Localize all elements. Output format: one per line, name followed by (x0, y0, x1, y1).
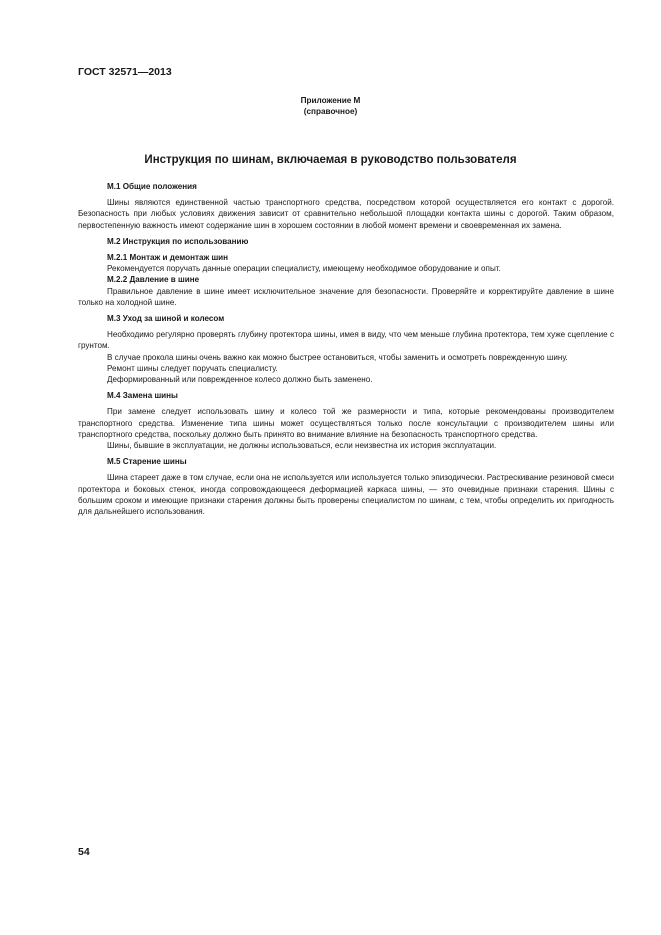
section-heading-m3: М.3 Уход за шиной и колесом (107, 314, 225, 324)
subsection-heading-m22: М.2.2 Давление в шине (107, 275, 200, 285)
section-heading-m4: М.4 Замена шины (107, 391, 178, 401)
paragraph-m22-1: Правильное давление в шине имеет исключительное значение для безопасности. Проверяйте и корректируйте давление в шине только на холодной шине. (78, 286, 614, 307)
appendix-type: (справочное) (303, 106, 358, 116)
page-title: Инструкция по шинам, включаемая в руководство пользователя (144, 154, 517, 166)
paragraph-m3-2: В случае прокола шины очень важно как можно быстрее остановиться, чтобы заменить и осмотреть поврежденную шину. (107, 352, 568, 362)
appendix-title: Приложение М (300, 96, 361, 105)
page-number: 54 (78, 846, 90, 858)
section-heading-m2: М.2 Инструкция по использованию (107, 236, 249, 246)
paragraph-m3-3: Ремонт шины следует поручать специалисту. (107, 363, 278, 373)
paragraph-m3-4: Деформированный или поврежденное колесо должно быть заменено. (107, 375, 373, 385)
document-body (78, 181, 614, 517)
paragraph-m4-2: Шины, бывшие в эксплуатации, не должны использоваться, если неизвестна их история эксплуатации. (107, 441, 497, 451)
section-heading-m5: М.5 Старение шины (107, 457, 187, 467)
paragraph-m4-1: При замене следует использовать шину и колесо той же размерности и типа, которые рекомендованы производителем транспортного средства. Изменение типа шины может осуществляться только после консультации с производителем шины или транспортного средства, поскольку должно быть принято во внимание влияние на безопасность транспортного средства. (78, 407, 614, 439)
paragraph-m3-1: Необходимо регулярно проверять глубину протектора шины, имея в виду, что чем меньше глубина протектора, тем хуже сцепление с грунтом. (78, 330, 614, 351)
paragraph-m1-1: Шины являются единственной частью транспортного средства, посредством которой осуществляется его контакт с дорогой. Безопасность при любых условиях движения зависит от сравнительно небольшой площадки контакта шины с дорогой. Таким образом, первостепенную важность имеют содержание шин в хорошем состоянии в любой момент времени и своевременная их замена. (78, 198, 614, 230)
paragraph-m5-1: Шина стареет даже в том случае, если она не используется или используется только эпизодически. Растрескивание резиновой смеси протектора и боковых стенок, иногда сопровождающееся деформацией каркаса шины, — это очевидные признаки старения. Шины с большим сроком и имеющие признаки старения должны быть проверены специалистом по шинам, с тем, чтобы определить их пригодность для дальнейшего использования. (78, 473, 614, 517)
subsection-heading-m21: М.2.1 Монтаж и демонтаж шин (107, 253, 229, 263)
paragraph-m21-1: Рекомендуется поручать данные операции специалисту, имеющему необходимое оборудование и опыт. (107, 264, 501, 274)
appendix-label (0, 96, 661, 117)
section-heading-m1: М.1 Общие положения (107, 182, 197, 191)
document-id: ГОСТ 32571—2013 (78, 66, 172, 78)
